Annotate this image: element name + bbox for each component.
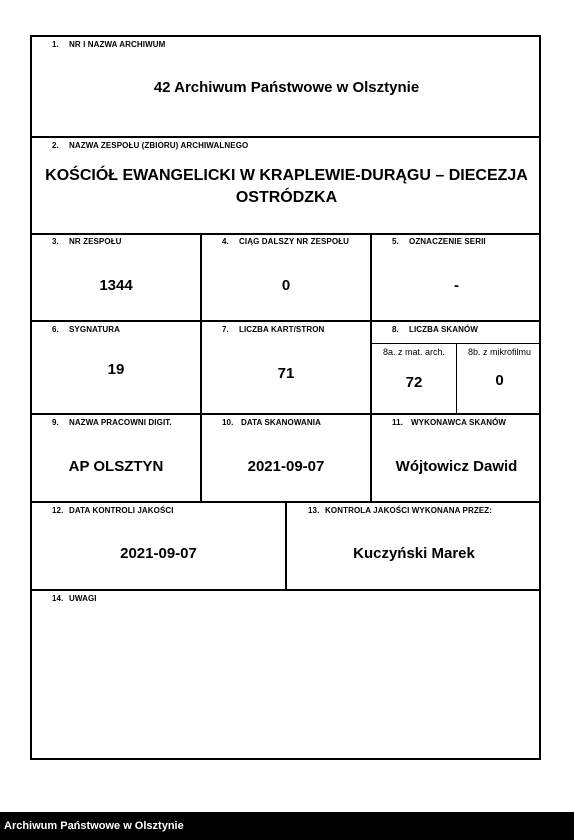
- footer-text: Archiwum Państwowe w Olsztynie: [4, 820, 184, 832]
- studio-value: AP OLSZTYN: [68, 458, 164, 475]
- footer-bar: [0, 812, 574, 840]
- archive-value: 42 Archiwum Państwowe w Olsztynie: [153, 79, 420, 96]
- divider: [32, 136, 539, 138]
- qc-date-label: 12. DATA KONTROLI JAKOŚCI: [52, 506, 174, 515]
- signature-value: 19: [107, 361, 125, 378]
- metadata-card: [30, 35, 541, 760]
- series-value: -: [454, 277, 459, 294]
- scan-date-label: 10. DATA SKANOWANIA: [222, 418, 322, 427]
- divider: [32, 413, 539, 415]
- scanner-value: Wójtowicz Dawid: [395, 458, 518, 475]
- archive-label: 1. NR I NAZWA ARCHIWUM: [52, 40, 166, 49]
- pages-label: 7. LICZBA KART/STRON: [222, 325, 325, 334]
- signature-label: 6. SYGNATURA: [52, 325, 120, 334]
- fonds-no-label: 3. NR ZESPOŁU: [52, 237, 122, 246]
- divider: [370, 321, 372, 414]
- scans-b-label: 8b. z mikrofilmu: [467, 347, 531, 357]
- fonds-cont-value: 0: [281, 277, 291, 294]
- divider: [32, 320, 539, 322]
- divider: [456, 343, 457, 413]
- studio-label: 9. NAZWA PRACOWNI DIGIT.: [52, 418, 172, 427]
- scans-label: 8. LICZBA SKANÓW: [392, 325, 478, 334]
- fonds-name-label: 2. NAZWA ZESPOŁU (ZBIORU) ARCHIWALNEGO: [52, 141, 249, 150]
- fonds-name-value-line2: OSTRÓDZKA: [235, 189, 338, 206]
- notes-label: 14. UWAGI: [52, 594, 97, 603]
- fonds-no-value: 1344: [99, 277, 133, 294]
- qc-date-value: 2021-09-07: [120, 545, 197, 562]
- scans-a-value: 72: [405, 374, 423, 391]
- pages-value: 71: [277, 365, 295, 382]
- fonds-name-value-line1: KOŚCIÓŁ EWANGELICKI W KRAPLEWIE-DURĄGU – DIECEZJA: [45, 167, 528, 184]
- scan-date-value: 2021-09-07: [247, 458, 325, 475]
- qc-by-value: Kuczyński Marek: [353, 545, 475, 562]
- scans-b-value: 0: [495, 372, 504, 389]
- fonds-cont-label: 4. CIĄG DALSZY NR ZESPOŁU: [222, 237, 350, 246]
- scans-a-label: 8a. z mat. arch.: [382, 347, 446, 357]
- scanner-label: 11. WYKONAWCA SKANÓW: [392, 418, 507, 427]
- series-label: 5. OZNACZENIE SERII: [392, 237, 486, 246]
- divider: [32, 233, 539, 235]
- qc-by-label: 13. KONTROLA JAKOŚCI WYKONANA PRZEZ:: [308, 506, 493, 515]
